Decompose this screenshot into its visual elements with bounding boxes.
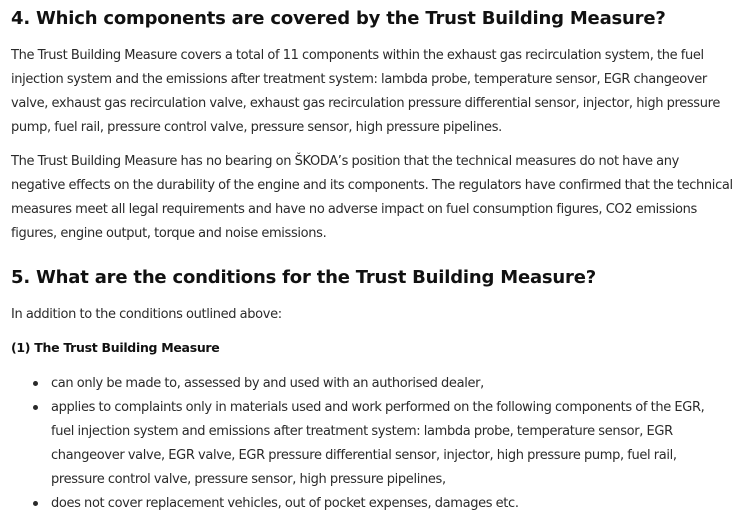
list-item-text: does not cover replacement vehicles, out of pocket expenses, damages etc. — [51, 496, 519, 511]
list-item — [11, 492, 726, 516]
section-4-heading: 4. Which components are covered by the Trust Building Measure? — [11, 8, 666, 29]
section-5-intro: In addition to the conditions outlined above: — [11, 307, 282, 322]
section-5-heading: 5. What are the conditions for the Trust Building Measure? — [11, 267, 596, 288]
section-4-paragraph-components: The Trust Building Measure covers a total of 11 components within the exhaust gas recirculation system, the fuel injection system and the emissions after treatment system: lambda probe, temperature sensor, EGR changeover valve, exhaust gas recirculation valve, exhaust gas recirculation pressure differential sensor, injector, high pressure pump, fuel rail, pressure control valve, pressure sensor, high pressure pipelines. — [11, 48, 720, 135]
list-item — [11, 372, 726, 396]
conditions-list — [11, 372, 726, 516]
list-item — [11, 396, 726, 492]
list-item-text: applies to complaints only in materials used and work performed on the following components of the EGR, fuel injection system and emissions after treatment system: lambda probe, temperature sensor, EGR changeover valve, EGR valve, EGR pressure differential sensor, injector, high pressure pump, fuel rail, pressure control valve, pressure sensor, high pressure pipelines, — [51, 400, 705, 487]
section-5-subheading: (1) The Trust Building Measure — [11, 340, 220, 355]
section-4-paragraph-position: The Trust Building Measure has no bearing on ŠKODA’s position that the technical measures do not have any negative effects on the durability of the engine and its components. The regulators have confirmed that the technical measures meet all legal requirements and have no adverse impact on fuel consumption figures, CO2 emissions figures, engine output, torque and noise emissions. — [11, 154, 733, 241]
bullet-icon — [33, 405, 38, 410]
list-item-text: can only be made to, assessed by and used with an authorised dealer, — [51, 376, 484, 391]
bullet-icon — [33, 501, 38, 506]
bullet-icon — [33, 381, 38, 386]
